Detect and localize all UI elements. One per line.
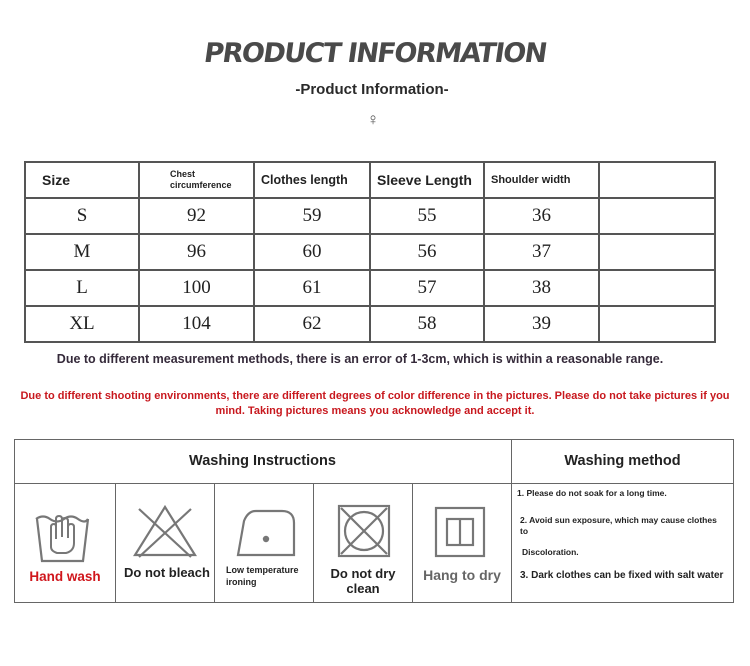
- cell-size: M: [25, 234, 139, 270]
- size-chart-table: [24, 161, 716, 343]
- hand-wash-label: Hand wash: [29, 569, 101, 584]
- header-size: Size: [25, 162, 139, 198]
- hang-to-dry-icon: [433, 505, 487, 559]
- cell-length: 61: [254, 270, 370, 306]
- icon-divider: [214, 483, 215, 603]
- cell-chest: 92: [139, 198, 254, 234]
- do-not-dry-clean-icon: [336, 503, 392, 559]
- cell-size: XL: [25, 306, 139, 342]
- size-chart-header-row: [25, 162, 715, 198]
- cell-empty: [599, 198, 715, 234]
- page-title: PRODUCT INFORMATION: [202, 38, 548, 69]
- washing-instructions-title: Washing Instructions: [189, 453, 336, 469]
- header-chest: Chest circumference: [139, 162, 254, 198]
- cell-sleeve: 58: [370, 306, 484, 342]
- cell-empty: [599, 270, 715, 306]
- method-line-1: 1. Please do not soak for a long time.: [517, 488, 667, 498]
- icon-divider: [115, 483, 116, 603]
- method-line-2: 2. Avoid sun exposure, which may cause clothes to: [520, 515, 717, 536]
- cell-chest: 100: [139, 270, 254, 306]
- hang-to-dry-label: Hang to dry: [423, 567, 501, 583]
- cell-empty: [599, 306, 715, 342]
- header-shoulder-width: Shoulder width: [484, 162, 599, 198]
- do-not-bleach-label: Do not bleach: [124, 565, 210, 580]
- cell-sleeve: 57: [370, 270, 484, 306]
- header-clothes-length: Clothes length: [254, 162, 370, 198]
- cell-shoulder: 38: [484, 270, 599, 306]
- do-not-dry-clean-label: Do not dry clean: [330, 566, 396, 596]
- cell-shoulder: 37: [484, 234, 599, 270]
- cell-size: S: [25, 198, 139, 234]
- table-row: [25, 198, 715, 234]
- low-temperature-iron-icon: [234, 505, 298, 559]
- washing-method-title: Washing method: [564, 453, 681, 469]
- cell-chest: 96: [139, 234, 254, 270]
- page-subtitle: -Product Information-: [295, 81, 449, 98]
- do-not-bleach-icon: [131, 503, 199, 559]
- method-line-4: 3. Dark clothes can be fixed with salt water: [520, 570, 724, 581]
- measurement-note: Due to different measurement methods, there is an error of 1-3cm, which is within a reasonable range.: [56, 352, 664, 366]
- table-row: [25, 234, 715, 270]
- icon-divider: [412, 483, 413, 603]
- cell-size: L: [25, 270, 139, 306]
- cell-shoulder: 39: [484, 306, 599, 342]
- cell-length: 62: [254, 306, 370, 342]
- table-row: [25, 306, 715, 342]
- female-symbol-icon: ♀: [366, 110, 380, 129]
- low-temperature-iron-label: Low temperature ironing: [226, 565, 299, 587]
- cell-length: 60: [254, 234, 370, 270]
- cell-sleeve: 56: [370, 234, 484, 270]
- cell-shoulder: 36: [484, 198, 599, 234]
- header-empty: [599, 162, 715, 198]
- cell-sleeve: 55: [370, 198, 484, 234]
- cell-empty: [599, 234, 715, 270]
- cell-length: 59: [254, 198, 370, 234]
- hand-wash-icon: [33, 505, 91, 565]
- method-line-3: Discoloration.: [522, 547, 579, 557]
- cell-chest: 104: [139, 306, 254, 342]
- header-sleeve-length: Sleeve Length: [370, 162, 484, 198]
- table-row: [25, 270, 715, 306]
- washing-header-divider: [14, 483, 734, 484]
- color-difference-note: Due to different shooting environments, there are different degrees of color difference in the pictures. Please do not take pictures if you mind. Taking pictures means you acknowledge and accept it.: [20, 390, 730, 417]
